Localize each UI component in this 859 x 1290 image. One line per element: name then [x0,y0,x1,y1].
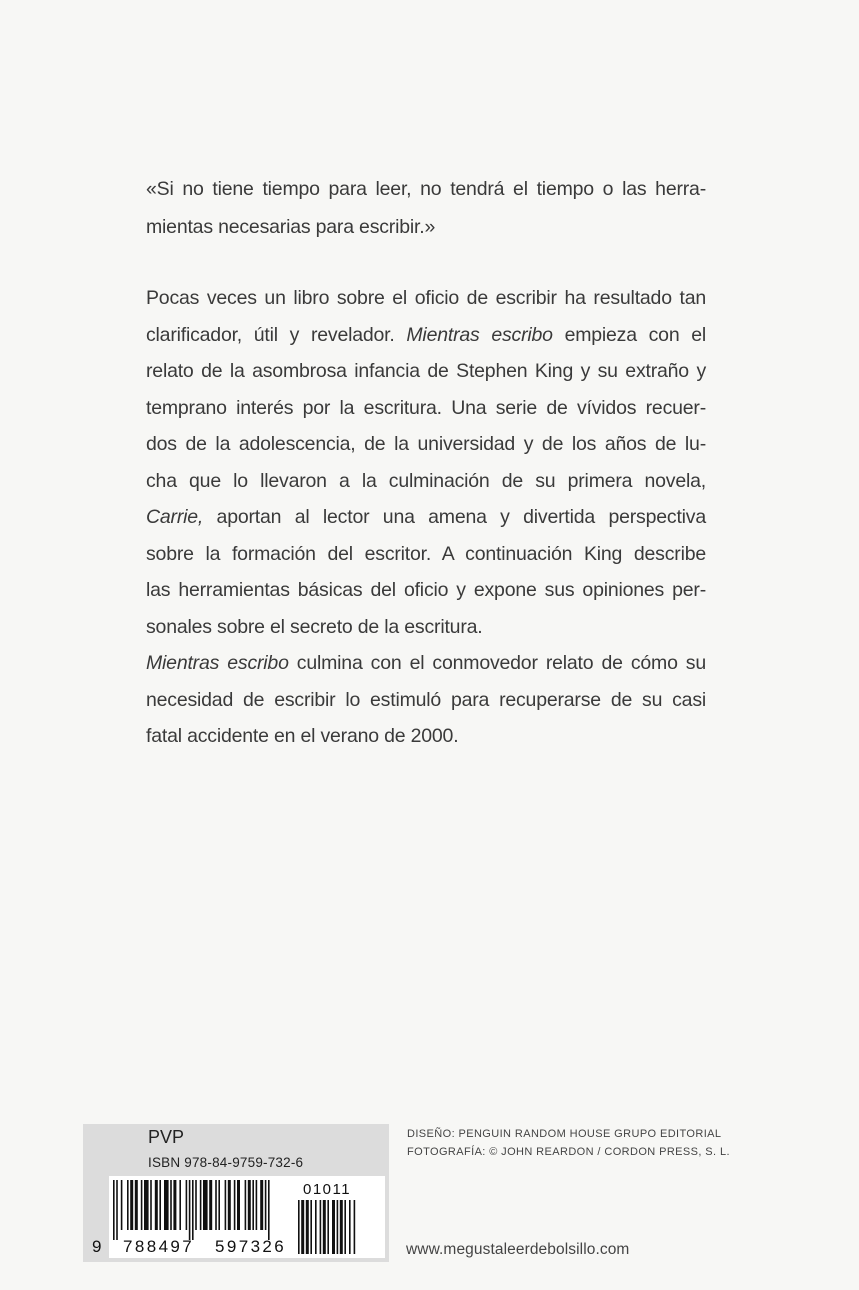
photo-credit: FOTOGRAFÍA: © JOHN REARDON / CORDON PRESS, S. L. [407,1146,730,1158]
addon-digits: 01011 [303,1181,352,1198]
barcode-bar [354,1200,356,1254]
isbn-number: ISBN 978-84-9759-732-6 [148,1155,304,1170]
barcode-bar [159,1180,161,1230]
barcode-bar [164,1180,169,1230]
barcode-lead-digit: 9 [92,1237,102,1256]
barcode-bar [252,1180,254,1230]
synopsis-line: necesidad de escribir lo estimuló para recuperarse de su casi [146,688,706,711]
synopsis-line: relato de la asombrosa infancia de Stephen King y su extraño y [146,360,706,382]
barcode-bar [186,1180,188,1230]
barcode-bar [116,1180,118,1240]
design-credit: DISEÑO: PENGUIN RANDOM HOUSE GRUPO EDITORIAL [407,1128,722,1140]
price-label: PVP [148,1127,185,1147]
barcode-bar [130,1180,133,1230]
barcode-bar [200,1180,202,1230]
synopsis-line: cha que lo llevaron a la culminación de su primera novela, [146,469,706,492]
synopsis-text: empieza con el [564,323,707,346]
barcode-bar [215,1180,217,1230]
synopsis-line [146,499,706,536]
barcode-bar [340,1200,343,1254]
synopsis-line: Pocas veces un libro sobre el oficio de escribir ha resultado tan [146,287,706,309]
barcode-bar [150,1180,152,1230]
barcode-bar [265,1180,267,1230]
barcode-bar [179,1180,181,1230]
barcode-right-digits: 597326 [215,1237,287,1256]
barcode-bar [203,1180,208,1230]
barcode-bar [170,1180,172,1230]
barcode-bar [218,1180,220,1230]
barcode-bar [248,1180,251,1230]
barcode-bar [315,1200,317,1254]
synopsis-line: sobre la formación del escritor. A continuación King describe [146,542,706,565]
barcode-bar [192,1180,194,1240]
book-title: Mientras escribo [146,652,289,674]
synopsis-line: sonales sobre el secreto de la escritura. [146,615,483,638]
barcode-graphic [83,1124,389,1262]
synopsis-text: culmina con el conmovedor relato de cómo su [296,652,706,674]
synopsis-line: dos de la adolescencia, de la universidad y de los años de lu- [146,433,706,455]
synopsis-line: las herramientas básicas del oficio y expone sus opiniones per- [146,579,706,601]
barcode-panel [83,1124,389,1262]
barcode-bar [301,1200,304,1254]
barcode-bar [337,1200,339,1254]
barcode-bar [127,1180,129,1230]
barcode-bar [260,1180,263,1230]
publisher-website-link[interactable]: www.megustaleerdebolsillo.com [406,1241,630,1258]
synopsis-line [146,645,706,682]
barcode-bar [268,1180,270,1240]
book-title: Mientras escribo [406,323,553,346]
synopsis-text: clarificador, útil y revelador. [146,323,395,346]
barcode-bar [113,1180,115,1240]
synopsis-text: aportan al lector una amena y divertida perspectiva [216,506,706,528]
barcode-bar [320,1200,322,1254]
synopsis-line: fatal accidente en el verano de 2000. [146,725,459,747]
barcode-bar [310,1200,312,1254]
barcode-bar [155,1180,158,1230]
barcode-bar [323,1200,326,1254]
barcode-bar [234,1180,236,1230]
barcode-bar [225,1180,227,1230]
barcode-bar [245,1180,247,1230]
barcode-bar [349,1200,351,1254]
novel-title: Carrie, [146,506,204,528]
quote-line: mientas necesarias para escribir.» [146,216,436,238]
barcode-bar [121,1180,123,1230]
barcode-bar [237,1180,240,1230]
barcode-bar [327,1200,329,1254]
synopsis-line: temprano interés por la escritura. Una serie de vívidos recuer- [146,396,706,419]
barcode-left-digits: 788497 [123,1237,195,1256]
quote-line: «Si no tiene tiempo para leer, no tendrá el tiempo o las herra- [146,178,706,200]
barcode-bar [189,1180,191,1240]
barcode-bar [195,1180,197,1230]
barcode-bar [306,1200,309,1254]
barcode-bar [144,1180,149,1230]
barcode-bar [228,1180,231,1230]
barcode-bar [256,1180,258,1230]
barcode-bar [141,1180,143,1230]
synopsis-line [146,317,706,354]
barcode-bar [209,1180,212,1230]
barcode-bar [332,1200,335,1254]
back-cover-quote [146,170,706,246]
barcode-bar [298,1200,300,1254]
barcode-bar [173,1180,176,1230]
barcode-bar [135,1180,138,1230]
barcode-bar [344,1200,346,1254]
book-synopsis [146,280,706,755]
credits [407,1125,730,1161]
